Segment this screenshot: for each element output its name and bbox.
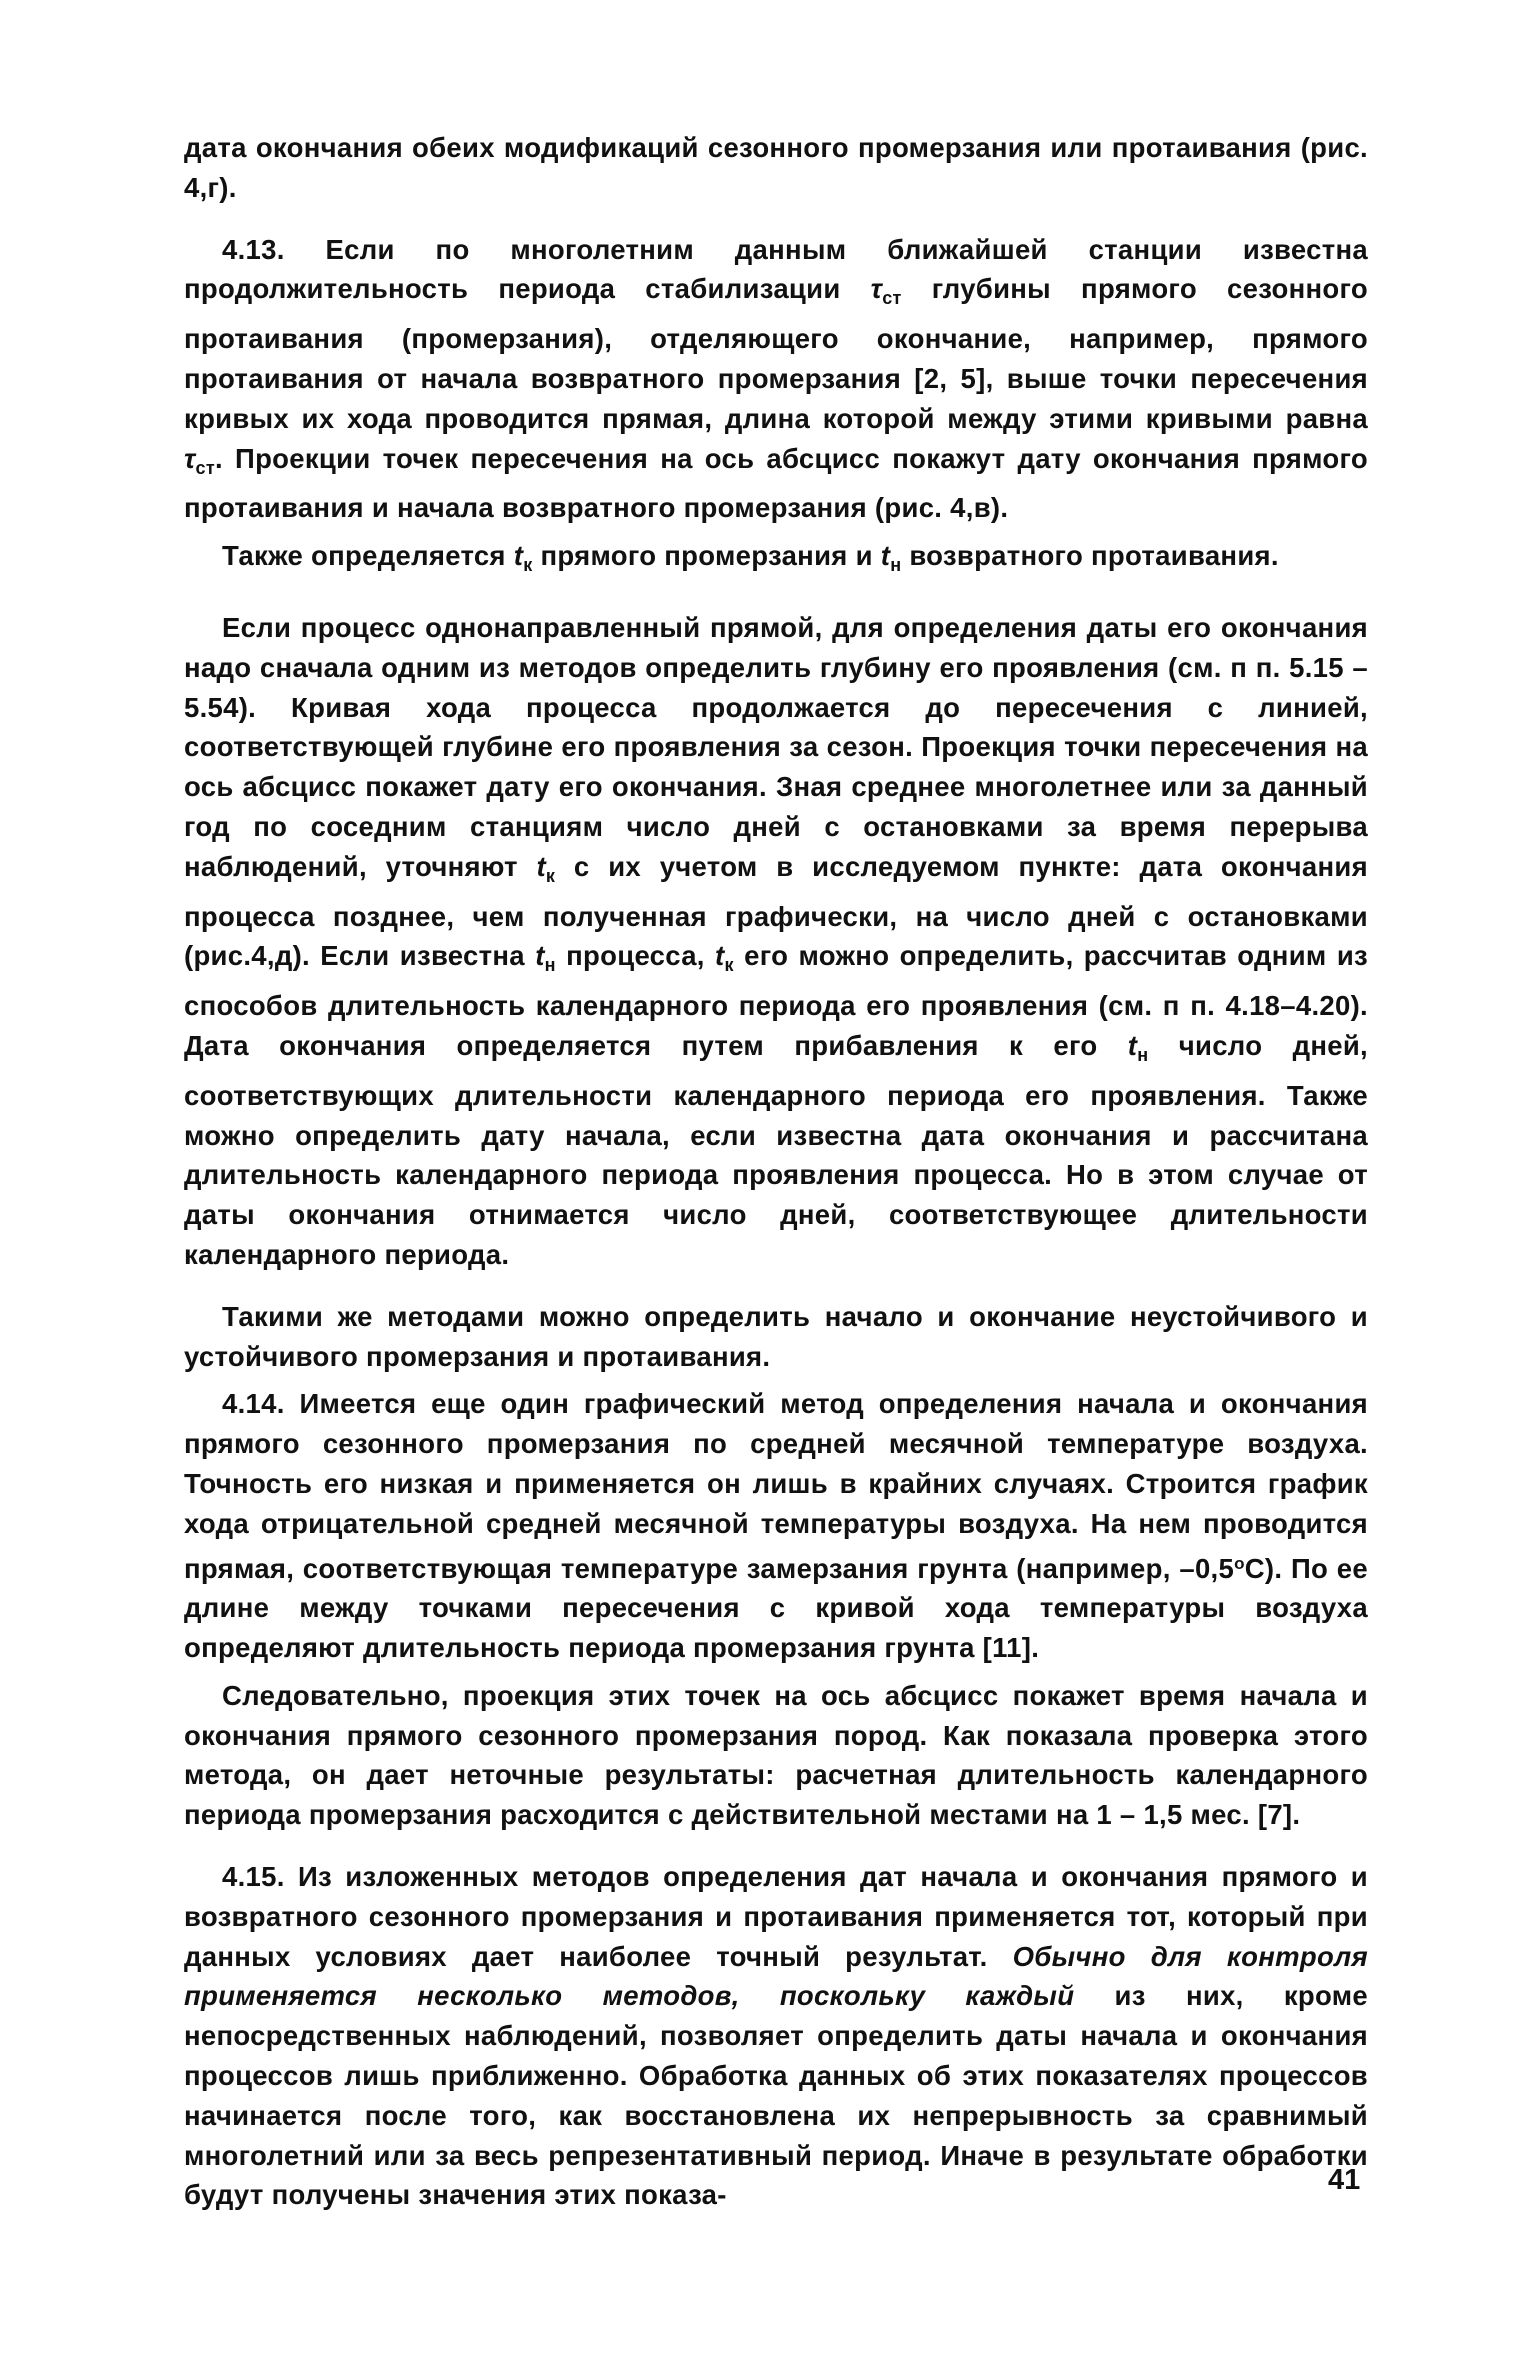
section-4-14 (184, 1384, 1368, 1668)
paragraph-text: Имеется еще один графический метод определения начала и окончания прямого сезонного промерзания по средней месячной температуре воздуха. Точность его низкая и применяется он лишь в крайних случаях. Строится график хода отрицательной средней месячной температуры воздуха. На нем проводится прямая, соответствующая температуре замерзания грунта (например, –0,5 (184, 1388, 1368, 1584)
paragraph-text: из них, кроме непосредственных наблюдений, позволяет определить даты начала и окончания процессов лишь приближенно. Обработка данных об этих показателях процессов начинается после того, как восстановлена их непрерывность за сравнимый многолетний или за весь репрезентативный период. Иначе в результате обработки будут получены значения этих показа- (184, 1980, 1368, 2211)
paragraph-text: Из изложенных методов определения дат начала и окончания прямого и возвратного сезонного промерзания и протаивания применяется тот, который при данных условиях дает наиболее точный результат. (184, 1861, 1368, 1972)
section-4-13 (184, 230, 1368, 529)
paragraph-text: его можно определить, рассчитав одним из способов длительность календарного периода его проявления (см. п п. 4.18–4.20). Дата окончания определяется путем прибавления к его (184, 940, 1369, 1061)
subscript: к (724, 955, 734, 976)
paragraph-text: Если процесс однонаправленный прямой, для определения даты его окончания надо сначала одним из методов определить глубину его проявления (см. п п. 5.15 –5.54). Кривая хода процесса продолжается до пересечения с линией, соответствующей глубине его проявления за сезон. Проекция точки пересечения на ось абсцисс покажет дату его окончания. Зная среднее многолетнее или за данный год по соседним станциям число дней с остановками за время перерыва наблюдений, уточняют (184, 611, 1368, 882)
subscript: н (544, 955, 556, 976)
t-symbol: t (880, 540, 891, 572)
subscript: н (1137, 1044, 1149, 1065)
t-symbol: t (536, 850, 546, 882)
section-number: 4.15. (222, 1861, 285, 1893)
subscript: ст (195, 457, 215, 478)
t-symbol: t (513, 540, 524, 572)
paragraph-text: возвратного протаивания. (901, 540, 1279, 572)
t-symbol: t (715, 940, 725, 972)
paragraph-text: Если по многолетним данным ближайшей станции известна продолжительность периода стабилизации (184, 233, 1368, 305)
paragraph-continuation (184, 128, 1368, 208)
paragraph-text: глубины прямого сезонного протаивания (промерзания), отделяющего окончание, например, прямого протаивания от начала возвратного промерзания [2, 5], выше точки пересечения кривых их хода проводится прямая, длина которой между этими кривыми равна (184, 273, 1368, 434)
paragraph-text: прямого промерзания и (532, 540, 881, 572)
paragraph-text: Также определяется (222, 540, 514, 572)
t-symbol: t (535, 940, 545, 972)
paragraph-text: дата окончания обеих модификаций сезонного промерзания или протаивания (рис. 4,г). (184, 132, 1368, 203)
page-number: 41 (1328, 2164, 1361, 2196)
subscript: н (890, 555, 902, 576)
tau-symbol: τ (184, 442, 196, 474)
t-symbol: t (1127, 1029, 1138, 1061)
degree-symbol: о (1234, 1553, 1245, 1573)
paragraph-text: Такими же методами можно определить начало и окончание неустойчивого и устойчивого промерзания и протаивания. (184, 1300, 1368, 1372)
paragraph-unidirectional (184, 608, 1368, 1275)
paragraph-also-determined (184, 536, 1368, 586)
paragraph-text: с их учетом в исследуемом пункте: дата окончания процесса позднее, чем полученная графически, на число дней с остановками (рис.4,д). Если известна (184, 850, 1368, 972)
section-number: 4.13. (222, 233, 285, 265)
paragraph-text: Следовательно, проекция этих точек на ось абсцисс покажет время начала и окончания прямого сезонного промерзания пород. Как показала проверка этого метода, он дает неточные результаты: расчетная длительность календарного периода промерзания расходится с действительной местами на 1 – 1,5 мес. [7]. (184, 1679, 1368, 1831)
page-body (184, 128, 1368, 2215)
paragraph-consequently (184, 1676, 1368, 1835)
paragraph-text: процесса, (555, 940, 716, 972)
paragraph-text: . Проекции точек пересечения на ось абсцисс покажут дату окончания прямого протаивания и начала возвратного промерзания (рис. 4,в). (184, 442, 1368, 524)
section-number: 4.14. (222, 1388, 285, 1420)
subscript: ст (882, 288, 902, 309)
paragraph-text: число дней, соответствующих длительности календарного периода его проявления. Также можно определить дату начала, если известна дата окончания и рассчитана длительность календарного периода проявления процесса. Но в этом случае от даты окончания отнимается число дней, соответствующее длительности календарного периода. (184, 1029, 1368, 1270)
paragraph-same-methods (184, 1297, 1368, 1377)
paragraph-text: С). По ее длине между точками пересечения с кривой хода температуры воздуха определяют длительность периода промерзания грунта [11]. (184, 1552, 1368, 1664)
italic-emphasis: Обычно для контроля применяется несколько методов, поскольку каждый (184, 1940, 1369, 2012)
section-4-15 (184, 1857, 1368, 2215)
subscript: к (545, 865, 556, 886)
tau-symbol: τ (870, 273, 883, 305)
subscript: к (523, 555, 533, 576)
